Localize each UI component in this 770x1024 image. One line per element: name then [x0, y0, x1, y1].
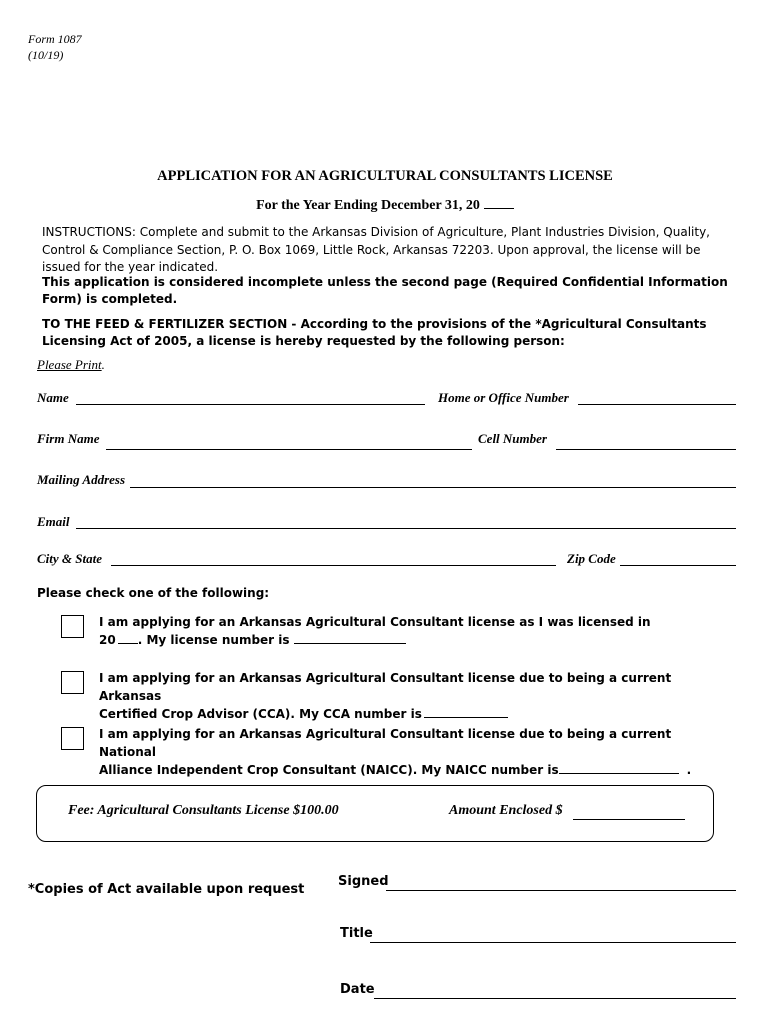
subtitle-text: For the Year Ending December 31, 20 [256, 198, 480, 213]
date-label: Date [340, 982, 375, 997]
naicc-number-blank[interactable] [559, 761, 679, 774]
previous-year-blank[interactable] [118, 631, 138, 644]
option-1-line2 [99, 631, 699, 649]
option-naicc-checkbox[interactable] [61, 727, 84, 750]
signed-label: Signed [338, 874, 389, 889]
cell-number-field[interactable] [556, 449, 736, 450]
firm-name-field[interactable] [106, 449, 472, 450]
option-3-line1: I am applying for an Arkansas Agricultural Consultant license due to being a current National [99, 727, 672, 759]
form-title: APPLICATION FOR AN AGRICULTURAL CONSULTANTS LICENSE [157, 168, 613, 184]
please-print-text: Please Print [37, 357, 102, 372]
mailing-address-label: Mailing Address [37, 472, 126, 487]
option-1-year-prefix: 20 [99, 633, 116, 647]
section-note: TO THE FEED & FERTILIZER SECTION - According to the provisions of the *Agricultural Consultants Licensing Act of 2005, a license is hereby requested by the following person: [42, 317, 707, 348]
incomplete-note: This application is considered incomplete unless the second page (Required Confidential Information Form) is completed. [42, 275, 728, 306]
option-cca [99, 669, 699, 723]
form-id [28, 31, 82, 63]
name-field[interactable] [76, 404, 425, 405]
form-revision: (10/19) [28, 48, 64, 62]
home-office-number-field[interactable] [578, 404, 736, 405]
cca-number-blank[interactable] [424, 705, 508, 718]
option-2-cca-label: Certified Crop Advisor (CCA). My CCA number is [99, 707, 422, 721]
form-subtitle [0, 196, 770, 214]
name-label: Name [37, 390, 69, 405]
option-2-line2 [99, 705, 699, 723]
option-1-line1: I am applying for an Arkansas Agricultural Consultant license as I was licensed in [99, 615, 651, 629]
instructions: INSTRUCTIONS: Complete and submit to the Arkansas Division of Agriculture, Plant Industries Division, Quality, Control & Compliance Section, P. O. Box 1069, Little Rock, Arkansas 72203. Upon approval, the license will be issued for the year indicated. [42, 225, 710, 274]
form-number: Form 1087 [28, 32, 82, 46]
city-state-label: City & State [37, 551, 102, 566]
option-1-license-label: . My license number is [137, 633, 290, 647]
fee-label: Fee: Agricultural Consultants License $100.00 [68, 803, 339, 818]
copies-note: *Copies of Act available upon request [28, 882, 305, 897]
license-number-blank[interactable] [294, 631, 406, 644]
city-state-field[interactable] [111, 565, 556, 566]
check-prompt: Please check one of the following: [37, 586, 270, 600]
option-previous-license-checkbox[interactable] [61, 615, 84, 638]
please-print-label [37, 357, 105, 373]
mailing-address-field[interactable] [130, 487, 736, 488]
email-label: Email [37, 514, 70, 529]
year-blank[interactable] [484, 196, 514, 209]
home-office-number-label: Home or Office Number [438, 390, 569, 405]
please-print-dot: . [101, 357, 105, 372]
date-field[interactable] [374, 998, 736, 999]
zip-code-field[interactable] [620, 565, 736, 566]
option-cca-checkbox[interactable] [61, 671, 84, 694]
title-field[interactable] [370, 942, 736, 943]
firm-name-label: Firm Name [37, 431, 100, 446]
amount-enclosed-label: Amount Enclosed $ [449, 803, 563, 818]
option-previous-license [99, 613, 699, 649]
amount-enclosed-field[interactable] [573, 819, 685, 820]
zip-code-label: Zip Code [567, 551, 616, 566]
title-label: Title [340, 926, 373, 941]
signed-field[interactable] [386, 890, 736, 891]
option-3-naicc-label: Alliance Independent Crop Consultant (NAICC). My NAICC number is [99, 763, 559, 777]
option-2-line1: I am applying for an Arkansas Agricultural Consultant license due to being a current Arkansas [99, 671, 672, 703]
option-3-period: . [686, 763, 692, 777]
option-naicc [99, 725, 699, 779]
option-3-line2 [99, 761, 699, 779]
cell-number-label: Cell Number [478, 431, 547, 446]
email-field[interactable] [76, 528, 736, 529]
